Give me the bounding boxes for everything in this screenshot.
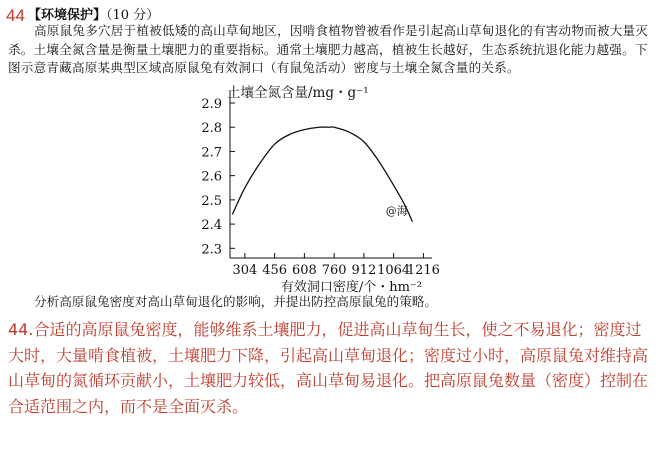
x-tick-label: 608 bbox=[291, 263, 317, 278]
x-tick-label: 760 bbox=[321, 263, 347, 278]
question-body: 高原鼠兔多穴居于植被低矮的高山草甸地区，因啃食植物曾被看作是引起高山草甸退化的有害动物而被大量灭杀。土壤全氮含量是衡量土壤肥力的重要指标。通常土壤肥力越高，植被生长越好，生态系统抗退化能力越强。下图示意青藏高原某典型区域高原鼠兔有效洞口（有鼠兔活动）密度与土壤全氮含量的关系。 bbox=[8, 23, 649, 75]
x-axis-label: 有效洞口密度/个・hm⁻² bbox=[280, 280, 422, 295]
x-tick-label: 1216 bbox=[406, 263, 440, 278]
question-points: （10 分） bbox=[106, 8, 160, 23]
y-tick-label: 2.8 bbox=[201, 121, 222, 137]
y-tick-label: 2.5 bbox=[201, 193, 222, 209]
answer-text: 44.合适的高原鼠兔密度，能够维系土壤肥力，促进高山草甸生长，使之不易退化；密度过大时，大量啃食植被，土壤肥力下降，引起高山草甸退化；密度过小时，高原鼠兔对维持高山草甸的氮循环贡献小，土壤肥力较低，高山草甸易退化。把高原鼠兔数量（密度）控制在合适范围之内，而不是全面灭杀。 bbox=[8, 320, 649, 416]
y-axis-label: 土壤全氮含量/mg・g⁻¹ bbox=[227, 85, 369, 101]
x-tick-label: 912 bbox=[351, 263, 377, 278]
question-topic: 【环境保护】 bbox=[28, 8, 107, 23]
x-tick-label: 1064 bbox=[377, 263, 411, 278]
y-tick-label: 2.3 bbox=[201, 242, 222, 258]
x-tick-label: 456 bbox=[262, 263, 288, 278]
y-tick-label: 2.9 bbox=[201, 97, 222, 112]
watermark: @海 bbox=[385, 204, 408, 218]
y-tick-label: 2.6 bbox=[201, 169, 222, 185]
question-number: 44 bbox=[6, 6, 25, 25]
sub-question: 分析高原鼠兔密度对高山草甸退化的影响，并提出防控高原鼠兔的策略。 bbox=[34, 294, 437, 309]
y-tick-label: 2.4 bbox=[201, 218, 222, 234]
y-tick-label: 2.7 bbox=[201, 145, 222, 161]
x-tick-label: 304 bbox=[232, 263, 258, 278]
